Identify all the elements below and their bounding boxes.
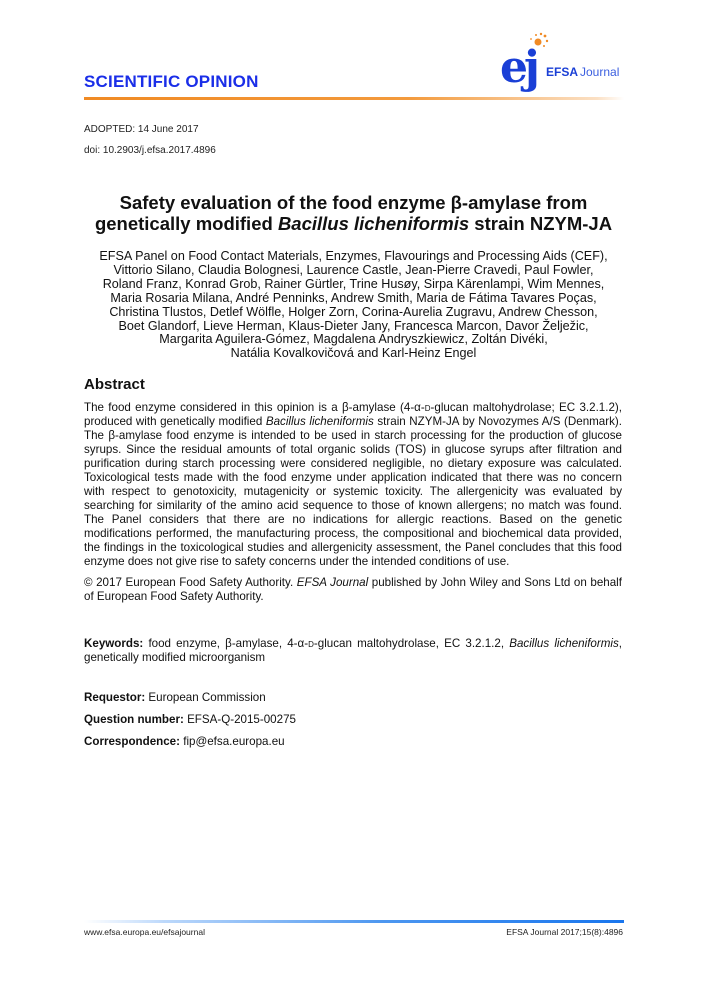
svg-text:Journal: Journal: [580, 65, 620, 79]
correspondence: Correspondence: fip@efsa.europa.eu: [84, 735, 285, 748]
abstract-line: enzyme does not give rise to safety concerns under the intended conditions of use.: [84, 555, 510, 568]
requestor: Requestor: European Commission: [84, 691, 266, 704]
abstract-line: The food enzyme considered in this opinion is a β-amylase (4-α-d-glucan maltohydrolase; EC 3.2.1.2),: [84, 401, 622, 414]
title-text: strain NZYM-JA: [469, 213, 613, 234]
correspondence-email[interactable]: fip@efsa.europa.eu: [180, 735, 285, 748]
author-line: EFSA Panel on Food Contact Materials, Enzymes, Flavourings and Processing Aids (CEF),: [99, 249, 608, 263]
author-line: Maria Rosaria Milana, André Penninks, Andrew Smith, Maria de Fátima Tavares Poças,: [110, 290, 597, 305]
svg-text:EFSA: EFSA: [546, 65, 579, 79]
abstract-line: The Panel considers that there are no indications for allergic reactions. Based on the genetic: [84, 513, 622, 526]
keywords: Keywords: food enzyme, β-amylase, 4-α-d-glucan maltohydrolase, EC 3.2.1.2, Bacillus licheniformis, genetically modified microorganism: [84, 637, 622, 664]
title-species: Bacillus licheniformis: [277, 213, 470, 234]
abstract-line: the findings in the toxicological studies and allergenicity assessment, the Panel concludes that this food: [84, 541, 622, 554]
keywords-label: Keywords:: [84, 637, 144, 650]
footer-citation: EFSA Journal 2017;15(8):4896: [506, 927, 623, 937]
doi: doi: 10.2903/j.efsa.2017.4896: [84, 145, 216, 156]
abstract-line: syrups. Since the residual amounts of total organic solids (TOS) in glucose syrups after filtration and: [84, 443, 622, 456]
header-divider: [84, 97, 624, 100]
author-line: Vittorio Silano, Claudia Bolognesi, Laurence Castle, Jean-Pierre Cravedi, Paul Fowler,: [113, 262, 594, 277]
section-label: SCIENTIFIC OPINION: [84, 72, 259, 91]
abstract-line: searching for similarity of the amino acid sequence to those of known allergens; no match was found.: [84, 499, 622, 512]
abstract-line: The β-amylase food enzyme is intended to be used in starch processing for the production of glucose: [84, 429, 622, 442]
copyright-notice: © 2017 European Food Safety Authority. EFSA Journal published by John Wiley and Sons Ltd on behalf of European Food Safety Authority.: [84, 576, 622, 603]
svg-text:ej: ej: [500, 42, 536, 93]
logo-icon: [498, 30, 628, 96]
author-line: Roland Franz, Konrad Grob, Rainer Gürtler, Trine Husøy, Sirpa Kärenlampi, Wim Mennes,: [102, 276, 605, 291]
author-line: Boet Glandorf, Lieve Herman, Klaus-Dieter Jany, Francesca Marcon, Davor Želježic,: [118, 318, 589, 333]
footer-divider: [84, 920, 624, 923]
abstract-line: with respect to genotoxicity, mutagenicity or systemic toxicity. The allergenicity was evaluated by: [84, 485, 622, 498]
question-number: Question number: EFSA-Q-2015-00275: [84, 713, 296, 726]
author-line: Margarita Aguilera-Gómez, Magdalena Andryszkiewicz, Zoltán Divéki,: [159, 332, 548, 347]
adopted-date: ADOPTED: 14 June 2017: [84, 124, 199, 135]
footer-url[interactable]: www.efsa.europa.eu/efsajournal: [84, 927, 205, 937]
abstract-heading: Abstract: [84, 376, 145, 393]
abstract-body: [84, 401, 622, 569]
title-line-2: [60, 213, 647, 234]
title-line-1: Safety evaluation of the food enzyme β-amylase from: [119, 192, 588, 213]
abstract-line: purification during starch processing were considered negligible, no dietary exposure was calculated.: [84, 457, 622, 470]
author-line: Natália Kovalkovičová and Karl-Heinz Engel: [230, 346, 477, 361]
abstract-line: modifications performed, the manufacturing process, the compositional and biochemical data provided,: [84, 527, 622, 540]
author-line: Christina Tlustos, Detlef Wölfle, Holger Zorn, Corina-Aurelia Zugravu, Andrew Chesson,: [109, 304, 598, 319]
abstract-line: produced with genetically modified Bacillus licheniformis strain NZYM-JA by Novozymes A/S (Denmark).: [84, 415, 622, 428]
author-list: [60, 250, 647, 361]
abstract-line: Toxicological tests made with the food enzyme under application indicated that there was no concern: [84, 471, 622, 484]
paper-title: [60, 192, 647, 234]
efsa-journal-logo: [498, 30, 628, 96]
title-text: genetically modified: [94, 213, 278, 234]
